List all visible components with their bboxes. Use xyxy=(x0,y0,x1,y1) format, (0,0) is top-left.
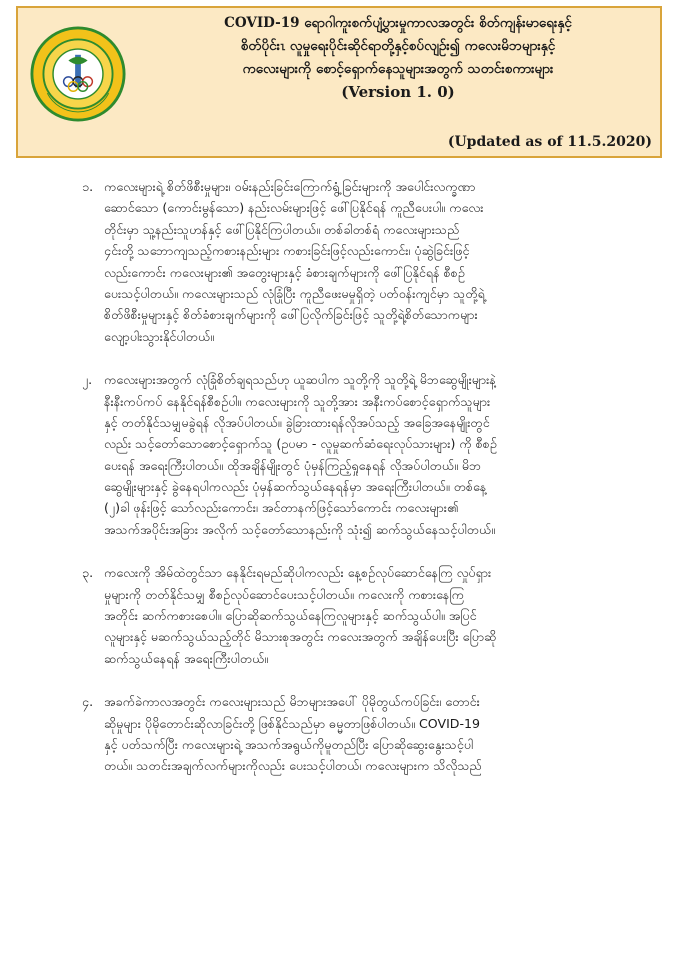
item-text-line: နီးနီးကပ်ကပ် နေနိုင်ရန်စီစဉ်ပါ။ ကလေးများကို သူတို့အား အနီးကပ်စောင့်ရှောက်သူများ xyxy=(104,393,491,409)
item-text-line: ပေးသင့်ပါတယ်။ ကလေးများသည် လုံခြုံပြီး ကူညီဖေးမမှုရှိတဲ့ ပတ်ဝန်းကျင်မှာ သူတို့ရဲ့ xyxy=(104,285,485,301)
item-text-line: ဆွေမျိုးများနှင့် ခွဲနေရပါကလည်း ပုံမှန်ဆက်သွယ်နေရန်မှာ အရေးကြီးပါတယ်။ တစ်နေ့ xyxy=(104,479,487,495)
item-text-line: လည်း သင့်တော်သောစောင့်ရှောက်သူ (ဥပမာ - လူမှုဆက်ဆံရေးလုပ်သားများ) ကို စီစဉ် xyxy=(104,436,497,452)
item-text-line: ၄င်းတို့ သဘောကျသည့်ကစားနည်းများ ကစားခြင်းဖြင့်လည်းကောင်း၊ ပုံဆွဲခြင်းဖြင့် xyxy=(104,243,470,259)
item-number: ၄. xyxy=(82,694,94,710)
guidance-list xyxy=(84,176,632,799)
list-item xyxy=(84,369,632,540)
item-text-line: ပေးရန် အရေးကြီးပါတယ်။ ထိုအချိန်မျိုးတွင် ပုံမှန်ကြည့်ရှုနေရန် လိုအပ်ပါတယ်။ မိဘ xyxy=(104,457,482,473)
item-text-line: အခက်ခဲကာလအတွင်း ကလေးများသည် မိဘများအပေါ် ပိုမိုတွယ်ကပ်ခြင်း၊ တောင်း xyxy=(104,694,480,710)
item-text-line: တိုင်းမှာ သူ့နည်းသူဟန်နှင့် ဖေါ်ပြနိုင်ကြပါတယ်။ တစ်ခါတစ်ရံ ကလေးများသည် xyxy=(104,221,460,237)
version-label: (Version 1. 0) xyxy=(341,83,455,101)
item-text-line: အသက်အပိုင်းအခြား အလိုက် သင့်တော်သောနည်းကို သုံး၍ ဆက်သွယ်နေသင့်ပါတယ်။ xyxy=(104,521,496,537)
item-number: ၃. xyxy=(82,565,94,581)
item-number: ၂. xyxy=(82,372,93,388)
item-text-line: မှုများကို တတ်နိုင်သမျှ စီစဉ်လုပ်ဆောင်ပေးသင့်ပါတယ်။ ကလေးကို ကစားနေကြ xyxy=(104,586,464,602)
item-text-line: လူများနှင့် မဆက်သွယ်သည့်တိုင် မိသားစုအတွင်း ကလေးအတွက် အချိန်ပေးပြီး ပြောဆို xyxy=(104,629,497,645)
item-text-line: စိတ်ဖိစီးမှုများနှင့် စိတ်ခံစားချက်များကို ဖေါ်ပြလိုက်ခြင်းဖြင့် သူတို့ရဲ့စိတ်သောကများ xyxy=(104,307,478,323)
item-text-line: လည်းကောင်း ကလေးများ၏ အတွေးများနှင့် ခံစားချက်များကို ဖေါ်ပြနိုင်ရန် စီစဉ် xyxy=(104,264,465,280)
ministry-logo-icon xyxy=(30,26,126,122)
updated-date: (Updated as of 11.5.2020) xyxy=(447,134,652,150)
title-line-1: COVID-19 ရောဂါကူးစက်ပျံ့ပွားမှုကာလအတွင်း စိတ်ကျန်းမာရေးနှင့် xyxy=(224,15,572,31)
item-text-line: နှင့် ပတ်သက်ပြီး ကလေးများရဲ့ အသက်အရွယ်ကိုမူတည်ပြီး ပြောဆိုဆွေးနွေးသင့်ပါ xyxy=(104,736,474,752)
item-text-line: ဆက်သွယ်နေရန် အရေးကြီးပါတယ်။ xyxy=(104,650,269,666)
item-text-line: (၂)ခါ ဖုန်းဖြင့် သော်လည်းကောင်း၊ အင်တာနက်ဖြင့်သော်ကောင်း ကလေးများ၏ xyxy=(104,500,459,516)
list-item xyxy=(84,562,632,669)
item-text-line: ဆောင်သော (ကောင်းမွန်သော) နည်းလမ်းများဖြင့် ဖေါ်ပြနိုင်ရန် ကူညီပေးပါ။ ကလေး xyxy=(104,200,484,216)
item-text-line: နှင့် တတ်နိုင်သမျှမခွဲရန် လိုအပ်ပါတယ်။ ခွဲခြားထားရန်လိုအပ်သည့် အခြေအနေမျိုးတွင် xyxy=(104,414,490,430)
document-title xyxy=(138,12,658,104)
item-text-line: အတိုင်း ဆက်ကစားစေပါ။ ပြောဆိုဆက်သွယ်နေကြလူများနှင့် ဆက်သွယ်ပါ။ အပြင် xyxy=(104,608,477,624)
item-text-line: လျော့ပါးသွားနိုင်ပါတယ်။ xyxy=(104,328,215,344)
item-text-line: ဆိုမှုများ ပိုမိုတောင်းဆိုလာခြင်းတို့ ဖြစ်နိုင်သည်မှာ ဓမ္မတာဖြစ်ပါတယ်။ COVID-19 xyxy=(104,715,481,731)
title-line-2: စိတ်ပိုင်းၤ လူမှုရေးပိုင်းဆိုင်ရာတို့နှင့်စပ်လျဉ်း၍ ကလေးမိဘများနှင့် xyxy=(240,38,556,54)
list-item xyxy=(84,176,632,347)
header-banner xyxy=(16,6,662,158)
item-text-line: တယ်။ သတင်းအချက်လက်များကိုလည်း ပေးသင့်ပါတယ်၊ ကလေးများက သိလိုသည် xyxy=(104,758,482,774)
item-text-line: ကလေးကို အိမ်ထဲတွင်သာ နေနိုင်းရမည်ဆိုပါကလည်း နေ့စဉ်လုပ်ဆောင်နေကြ လှုပ်ရှား xyxy=(104,565,492,581)
item-text-line: ကလေးများရဲ့ စိတ်ဖိစီးမှုများ၊ ဝမ်းနည်းခြင်းကြောက်ရွံ့ခြင်းများကို အပေါင်းလက္ခဏာ xyxy=(104,179,476,194)
item-number: ၁. xyxy=(82,179,94,194)
title-line-3: ကလေးများကို စောင့်ရှောက်နေသူများအတွက် သတင်းစကားများ xyxy=(242,61,554,77)
item-text-line: ကလေးများအတွက် လုံခြုံစိတ်ချရသည်ဟု ယူဆပါက သူတို့ကို သူတို့ရဲ့ မိဘဆွေမျိုးများနဲ့ xyxy=(104,372,496,388)
list-item xyxy=(84,691,632,777)
